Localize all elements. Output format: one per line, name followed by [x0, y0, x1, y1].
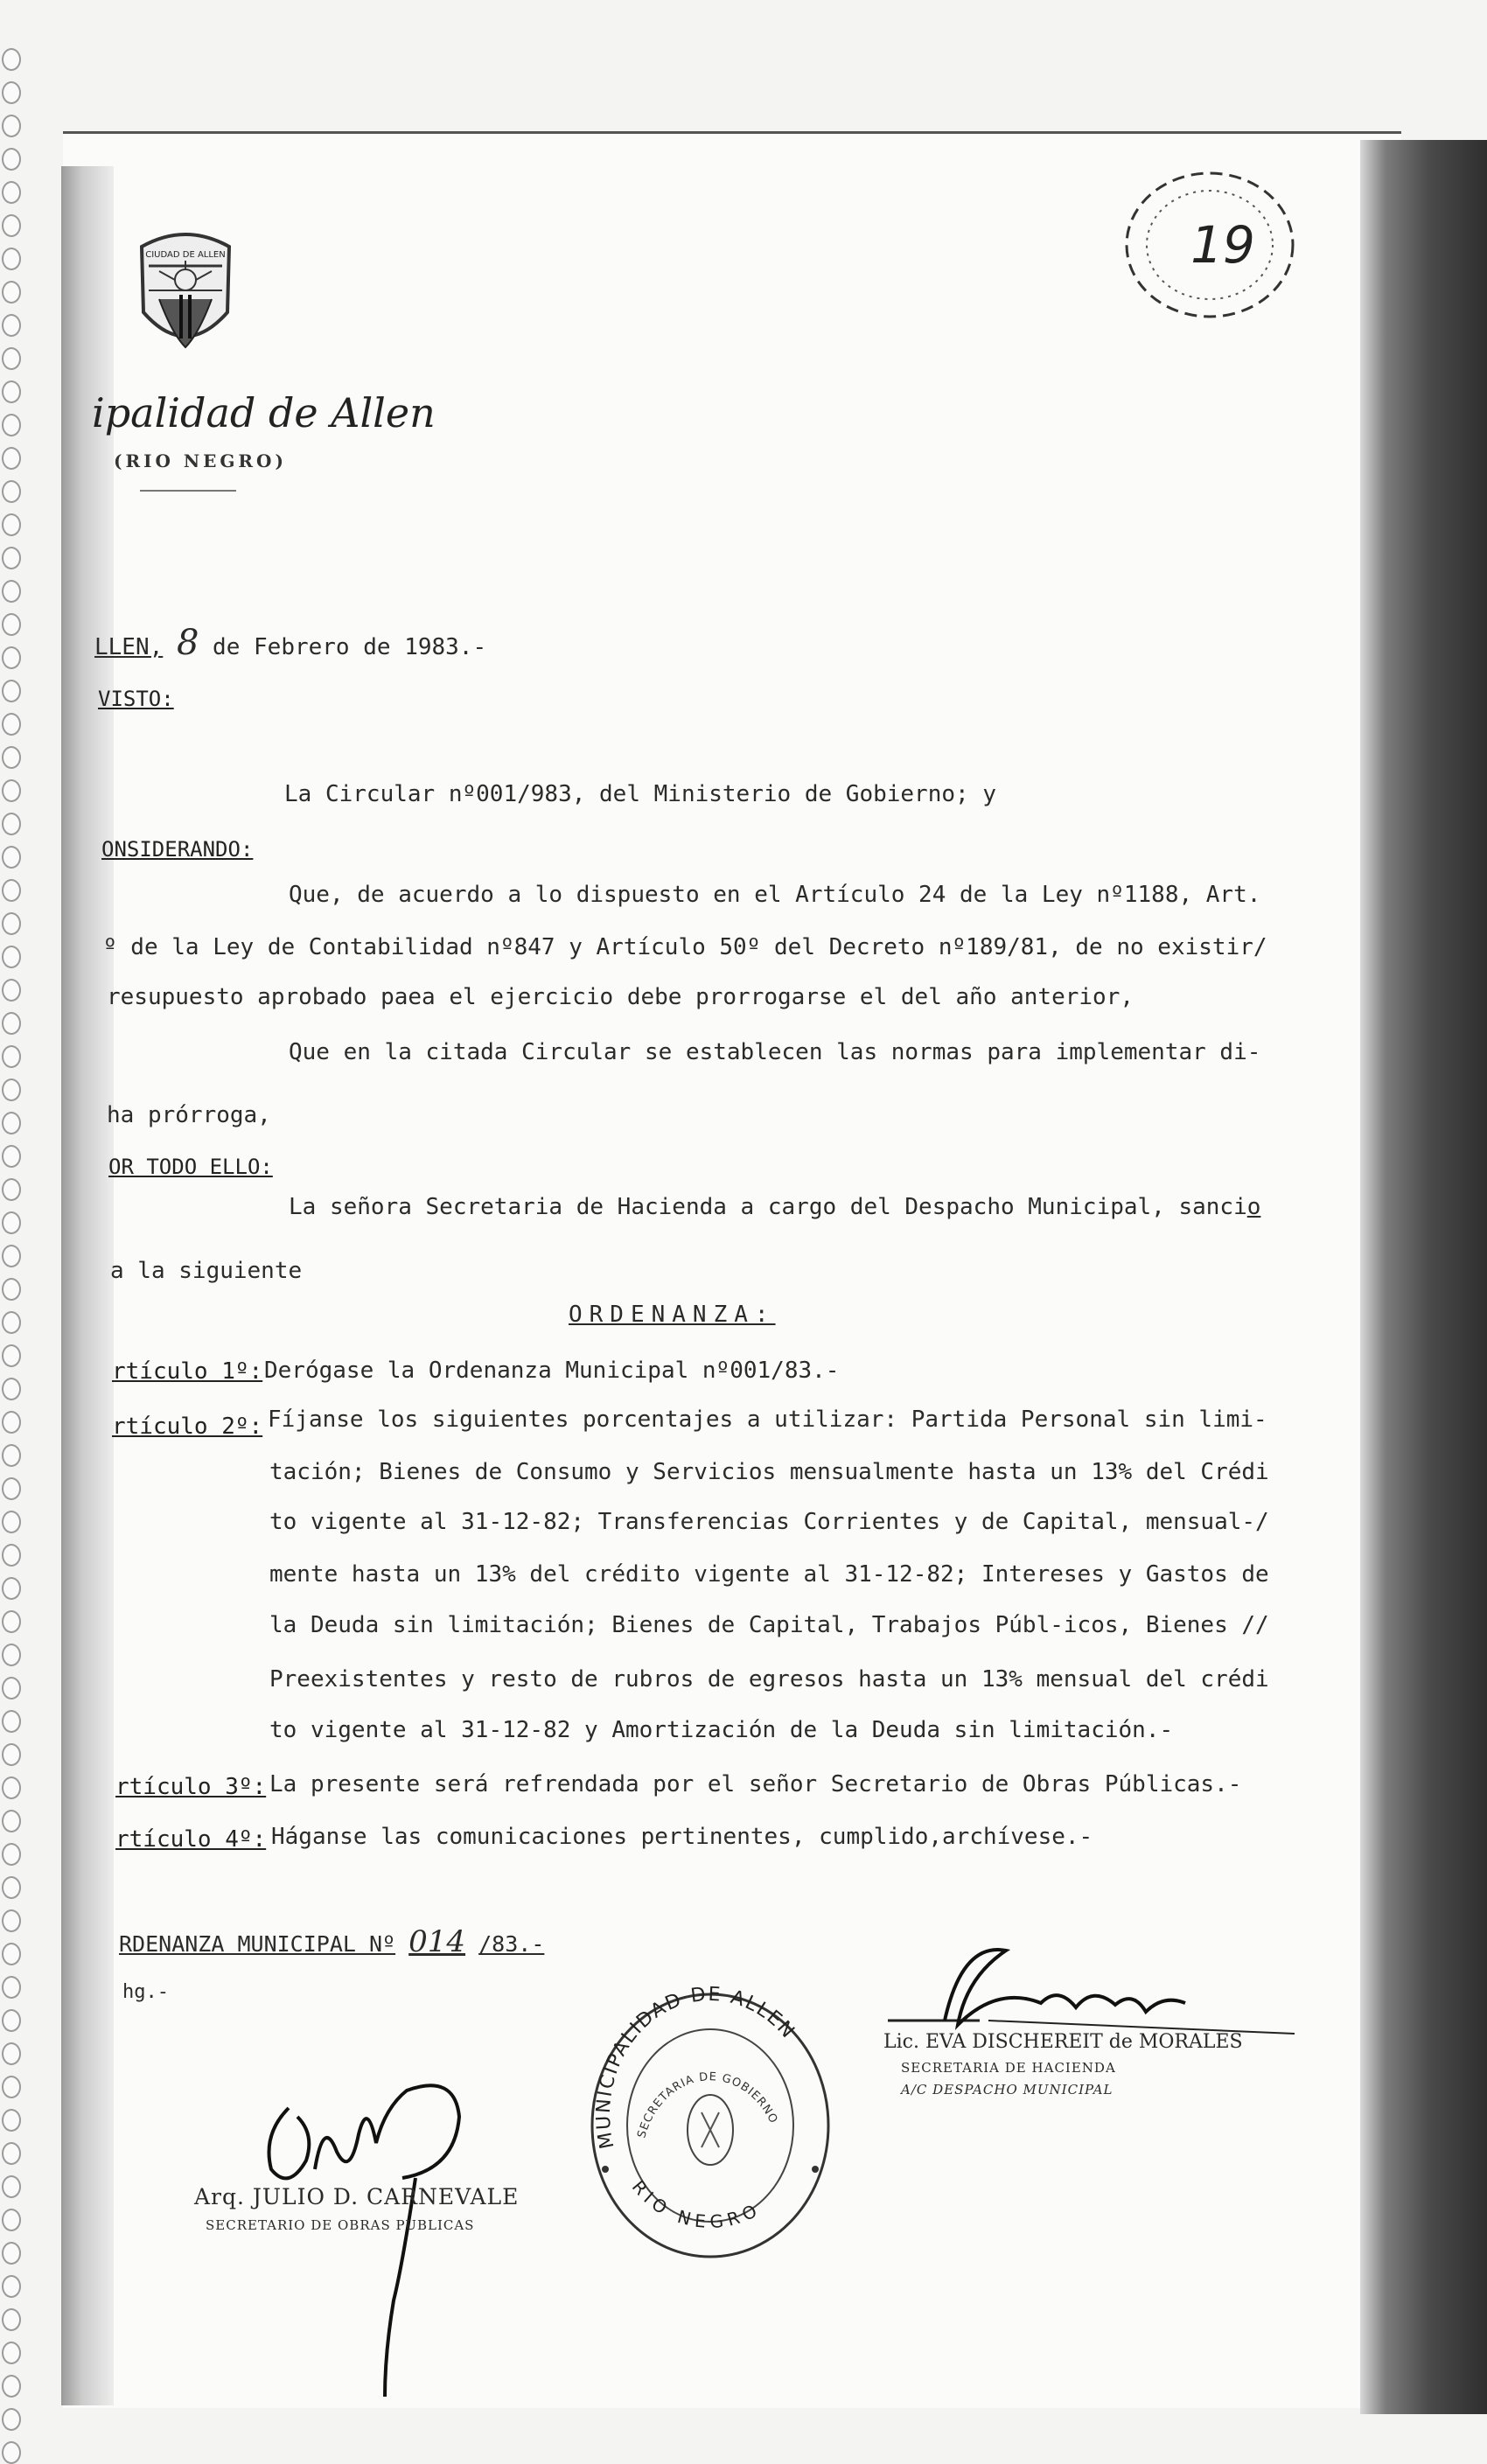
binder-hole — [2, 1876, 21, 1899]
binder-hole — [2, 646, 21, 669]
date-rest: de Febrero de 1983.- — [213, 634, 487, 660]
folio-number: 19 — [1190, 215, 1255, 275]
binder-hole — [2, 813, 21, 835]
signer-left-name: Arq. JULIO D. CARNEVALE — [194, 2184, 520, 2209]
binder-hole — [2, 81, 21, 104]
article-4-label: rtículo 4º: — [115, 1826, 267, 1853]
por-todo-ello-line — [289, 1194, 1260, 1220]
binder-hole — [2, 148, 21, 171]
article-2-line: to vigente al 31-12-82 y Amortización de la Deuda sin limitación.- — [269, 1717, 1174, 1743]
binder-hole — [2, 48, 21, 71]
binder-hole — [2, 946, 21, 968]
crest-text: CIUDAD DE ALLEN — [145, 250, 226, 260]
binder-hole — [2, 1444, 21, 1467]
binder-hole — [2, 1909, 21, 1932]
signer-right-title: SECRETARIA DE HACIENDA — [901, 2060, 1116, 2076]
date-place: LLEN, — [94, 634, 164, 660]
binder-hole — [2, 1943, 21, 1965]
binder-hole — [2, 1311, 21, 1334]
binder-hole — [2, 1045, 21, 1068]
seal-bottom-text — [628, 2176, 765, 2232]
binder-hole — [2, 1477, 21, 1500]
binder-hole — [2, 2009, 21, 2032]
binder-hole — [2, 1776, 21, 1799]
binder-holes — [0, 0, 26, 2449]
municipal-seal — [579, 1981, 841, 2261]
por-todo-ello-end: o — [1246, 1194, 1261, 1220]
binder-hole — [2, 2308, 21, 2331]
binder-hole — [2, 879, 21, 902]
binder-hole — [2, 2408, 21, 2431]
binder-hole — [2, 2242, 21, 2265]
binder-hole — [2, 1112, 21, 1134]
binder-hole — [2, 1344, 21, 1367]
binder-hole — [2, 414, 21, 436]
binder-hole — [2, 181, 21, 204]
considerando-label: ONSIDERANDO: — [101, 837, 254, 862]
seal-inner-path: SECRETARIA DE GOBIERNO — [635, 2070, 780, 2140]
binder-hole — [2, 846, 21, 869]
binder-hole — [2, 2142, 21, 2165]
article-2-line: Preexistentes y resto de rubros de egresos hasta un 13% mensual del crédi — [269, 1666, 1269, 1693]
article-2-label: rtículo 2º: — [112, 1413, 263, 1440]
seal-outer-path: MUNICIPALIDAD DE ALLEN — [592, 1983, 799, 2151]
binder-hole — [2, 680, 21, 702]
ordenanza-title: ORDENANZA: — [569, 1302, 776, 1328]
binder-hole — [2, 1178, 21, 1201]
article-2-line: tación; Bienes de Consumo y Servicios mensualmente hasta un 13% del Crédi — [269, 1459, 1269, 1485]
considerando-line: Que en la citada Circular se establecen las normas para implementar di- — [289, 1039, 1261, 1065]
article-2-line: to vigente al 31-12-82; Transferencias Corrientes y de Capital, mensual-/ — [269, 1509, 1269, 1535]
binder-hole — [2, 2076, 21, 2098]
municipal-crest-icon — [133, 229, 238, 369]
article-2-line: la Deuda sin limitación; Bienes de Capital, Trabajos Públ-icos, Bienes // — [269, 1612, 1269, 1638]
binder-hole — [2, 1012, 21, 1035]
binder-hole — [2, 1378, 21, 1400]
binder-hole — [2, 2441, 21, 2464]
binder-hole — [2, 1610, 21, 1633]
ordenanza-prefix: RDENANZA MUNICIPAL Nº — [119, 1931, 396, 1957]
binder-hole — [2, 214, 21, 237]
binder-hole — [2, 2175, 21, 2198]
binder-hole — [2, 115, 21, 137]
binder-hole — [2, 314, 21, 337]
considerando-line: resupuesto aprobado paea el ejercicio debe prorrogarse el del año anterior, — [107, 984, 1134, 1010]
considerando-line: ha prórroga, — [107, 1102, 271, 1128]
binder-hole — [2, 779, 21, 802]
binder-hole — [2, 380, 21, 403]
municipality-region: (RIO NEGRO) — [114, 450, 287, 471]
divider — [140, 490, 236, 492]
article-2-line: Fíjanse los siguientes porcentajes a utilizar: Partida Personal sin limi- — [268, 1407, 1267, 1433]
binder-hole — [2, 979, 21, 1002]
binder-hole — [2, 746, 21, 769]
binder-hole — [2, 1411, 21, 1434]
binder-hole — [2, 248, 21, 270]
binder-hole — [2, 912, 21, 935]
typist-initials: hg.- — [122, 1981, 169, 2003]
binder-hole — [2, 1644, 21, 1666]
considerando-line: Que, de acuerdo a lo dispuesto en el Artículo 24 de la Ley nº1188, Art. — [289, 882, 1261, 908]
signer-left-title: SECRETARIO DE OBRAS PUBLICAS — [206, 2217, 475, 2233]
seal-inner-text — [635, 2070, 779, 2139]
binder-hole — [2, 2375, 21, 2398]
binder-hole — [2, 2042, 21, 2065]
article-3-text: La presente será refrendada por el señor Secretario de Obras Públicas.- — [269, 1771, 1242, 1797]
binder-hole — [2, 1211, 21, 1234]
binder-hole — [2, 1843, 21, 1866]
por-todo-ello-label: OR TODO ELLO: — [108, 1155, 273, 1179]
binding-shadow — [61, 166, 114, 2405]
visto-label: VISTO: — [98, 687, 174, 711]
ordenanza-number: 014 — [408, 1924, 466, 1959]
binder-hole — [2, 1544, 21, 1567]
binder-hole — [2, 281, 21, 304]
binder-hole — [2, 1743, 21, 1766]
binder-hole — [2, 2209, 21, 2231]
binder-hole — [2, 480, 21, 503]
folio-stamp — [1109, 162, 1302, 328]
binder-hole — [2, 1278, 21, 1301]
date-day: 8 — [176, 623, 199, 663]
binder-hole — [2, 1511, 21, 1533]
municipality-name: ipalidad de Allen — [92, 389, 436, 436]
considerando-line: º de la Ley de Contabilidad nº847 y Artículo 50º del Decreto nº189/81, de no existir/ — [103, 934, 1267, 960]
binder-hole — [2, 713, 21, 736]
binder-hole — [2, 2109, 21, 2132]
article-4-text: Háganse las comunicaciones pertinentes, cumplido,archívese.- — [271, 1824, 1093, 1850]
por-todo-ello-text: La señora Secretaria de Hacienda a cargo del Despacho Municipal, sanci — [289, 1194, 1247, 1220]
binder-hole — [2, 1245, 21, 1267]
signature-right — [883, 1924, 1303, 2047]
binder-hole — [2, 1677, 21, 1700]
page-edge-shadow — [1360, 140, 1487, 2414]
signer-right-name: Lic. EVA DISCHEREIT de MORALES — [883, 2031, 1243, 2053]
binder-hole — [2, 2275, 21, 2298]
article-1-label: rtículo 1º: — [112, 1358, 263, 1385]
binder-hole — [2, 1976, 21, 1999]
binder-hole — [2, 2342, 21, 2364]
binder-hole — [2, 1078, 21, 1101]
seal-bottom-path: RIO NEGRO — [627, 2175, 765, 2233]
binder-hole — [2, 1577, 21, 1600]
binder-hole — [2, 1810, 21, 1832]
binder-hole — [2, 580, 21, 603]
article-1-text: Derógase la Ordenanza Municipal nº001/83.- — [264, 1358, 840, 1384]
date-line — [94, 623, 486, 663]
signer-right-title: A/C DESPACHO MUNICIPAL — [901, 2082, 1114, 2098]
ordenanza-suffix: /83.- — [478, 1931, 545, 1957]
binder-hole — [2, 613, 21, 636]
por-todo-ello-line2: a la siguiente — [110, 1258, 303, 1284]
binder-hole — [2, 547, 21, 569]
article-2-line: mente hasta un 13% del crédito vigente al 31-12-82; Intereses y Gastos de — [269, 1561, 1269, 1588]
binder-hole — [2, 347, 21, 370]
article-3-label: rtículo 3º: — [115, 1774, 267, 1800]
binder-hole — [2, 1145, 21, 1168]
ordenanza-number-line — [119, 1924, 544, 1959]
binder-hole — [2, 1710, 21, 1733]
binder-hole — [2, 447, 21, 470]
visto-text: La Circular nº001/983, del Ministerio de Gobierno; y — [284, 781, 996, 807]
binder-hole — [2, 513, 21, 536]
